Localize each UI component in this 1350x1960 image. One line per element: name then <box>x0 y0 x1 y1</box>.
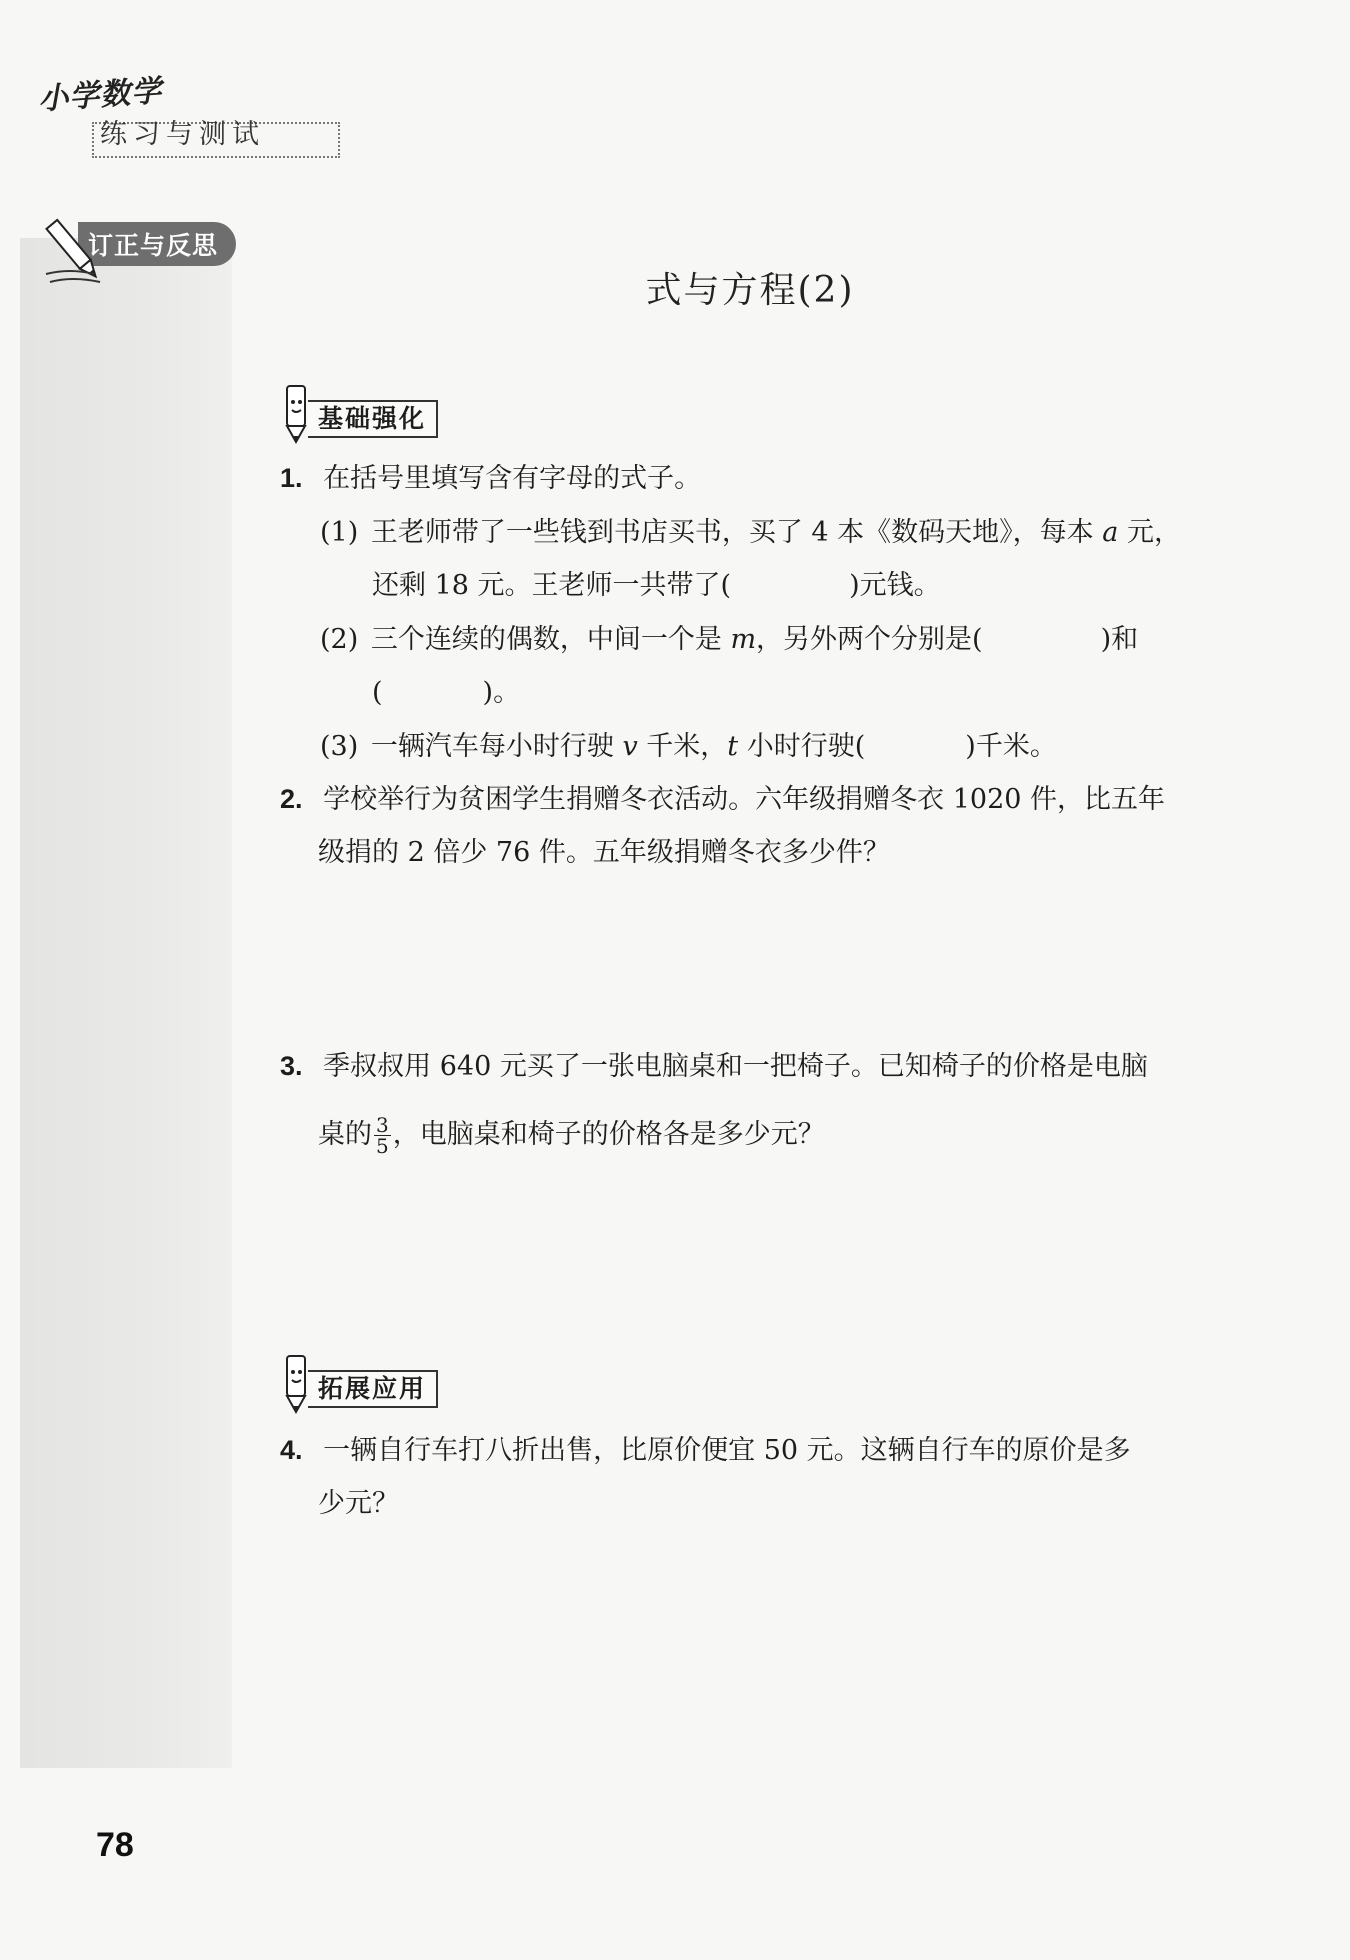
sub-question-text: 一辆汽车每小时行驶 <box>370 731 623 762</box>
question-number: 4. <box>280 1435 303 1465</box>
question-number: 2. <box>280 784 303 814</box>
question-1-3 <box>320 720 1057 773</box>
question-4-line2: 少元？ <box>318 1488 399 1519</box>
book-subtitle: 练习与测试 <box>100 119 265 150</box>
sub-question-number: (3) <box>320 731 359 762</box>
answer-area-2[interactable] <box>318 890 1218 1040</box>
answer-area-4[interactable] <box>318 1540 1218 1740</box>
fraction <box>374 1115 391 1156</box>
section-label: 拓展应用 <box>308 1370 438 1408</box>
sub-question-text: ( <box>372 677 383 708</box>
question-3-line1 <box>280 1040 1148 1093</box>
sub-question-text: 元， <box>1118 517 1181 548</box>
question-4-line1 <box>280 1424 1131 1477</box>
question-text: 在括号里填写含有字母的式子。 <box>323 463 702 494</box>
question-text: 季叔叔用 640 元买了一张电脑桌和一把椅子。已知椅子的价格是电脑 <box>323 1051 1148 1082</box>
fraction-numerator: 3 <box>376 1113 389 1137</box>
sub-question-text: 小时行驶( <box>738 731 866 762</box>
question-number: 1. <box>280 463 303 493</box>
question-1 <box>280 452 701 505</box>
sub-question-number: (2) <box>320 624 359 655</box>
sub-question-text: )千米。 <box>965 731 1057 762</box>
sub-question-text: 王老师带了一些钱到书店买书，买了 4 本《数码天地》，每本 <box>370 517 1103 548</box>
question-1-2-line1 <box>320 613 1138 666</box>
question-text: 桌的 <box>318 1119 372 1150</box>
question-number: 3. <box>280 1051 303 1081</box>
sub-question-number: (1) <box>320 517 359 548</box>
question-3-line2 <box>318 1108 825 1161</box>
correction-tab-label: 订正与反思 <box>88 231 219 260</box>
section-header-basic <box>278 392 478 444</box>
sub-question-text: )元钱。 <box>849 570 941 601</box>
question-2-line1 <box>280 773 1165 826</box>
correction-sidebar <box>20 238 232 1768</box>
question-1-1-line1 <box>320 506 1181 559</box>
fraction-denominator: 5 <box>376 1134 389 1158</box>
sub-question-text: )。 <box>482 677 521 708</box>
book-title: 小学数学 <box>37 73 164 118</box>
question-text: ，电脑桌和椅子的价格各是多少元？ <box>392 1119 825 1150</box>
page-title: 式与方程(2) <box>645 270 855 311</box>
question-1-2-line2 <box>372 666 520 719</box>
question-text: 一辆自行车打八折出售，比原价便宜 50 元。这辆自行车的原价是多 <box>323 1435 1131 1466</box>
variable-m: m <box>730 624 757 655</box>
sub-question-text: )和 <box>1100 624 1139 655</box>
variable-a: a <box>1102 517 1119 548</box>
section-header-extended <box>278 1362 478 1414</box>
answer-area-3[interactable] <box>318 1180 1218 1330</box>
question-2-line2: 级捐的 2 倍少 76 件。五年级捐赠冬衣多少件？ <box>318 837 890 868</box>
question-text: 学校举行为贫困学生捐赠冬衣活动。六年级捐赠冬衣 1020 件，比五年 <box>323 784 1166 815</box>
section-label: 基础强化 <box>308 400 438 438</box>
sub-question-text: 还剩 18 元。王老师一共带了( <box>372 570 732 601</box>
sub-question-text: 三个连续的偶数，中间一个是 <box>370 624 731 655</box>
sub-question-text: ，另外两个分别是( <box>756 624 983 655</box>
page-number: 78 <box>96 1826 134 1864</box>
variable-t: t <box>727 731 739 762</box>
sub-question-text: 千米， <box>637 731 728 762</box>
question-1-1-line2 <box>372 559 941 612</box>
variable-v: v <box>622 731 638 762</box>
